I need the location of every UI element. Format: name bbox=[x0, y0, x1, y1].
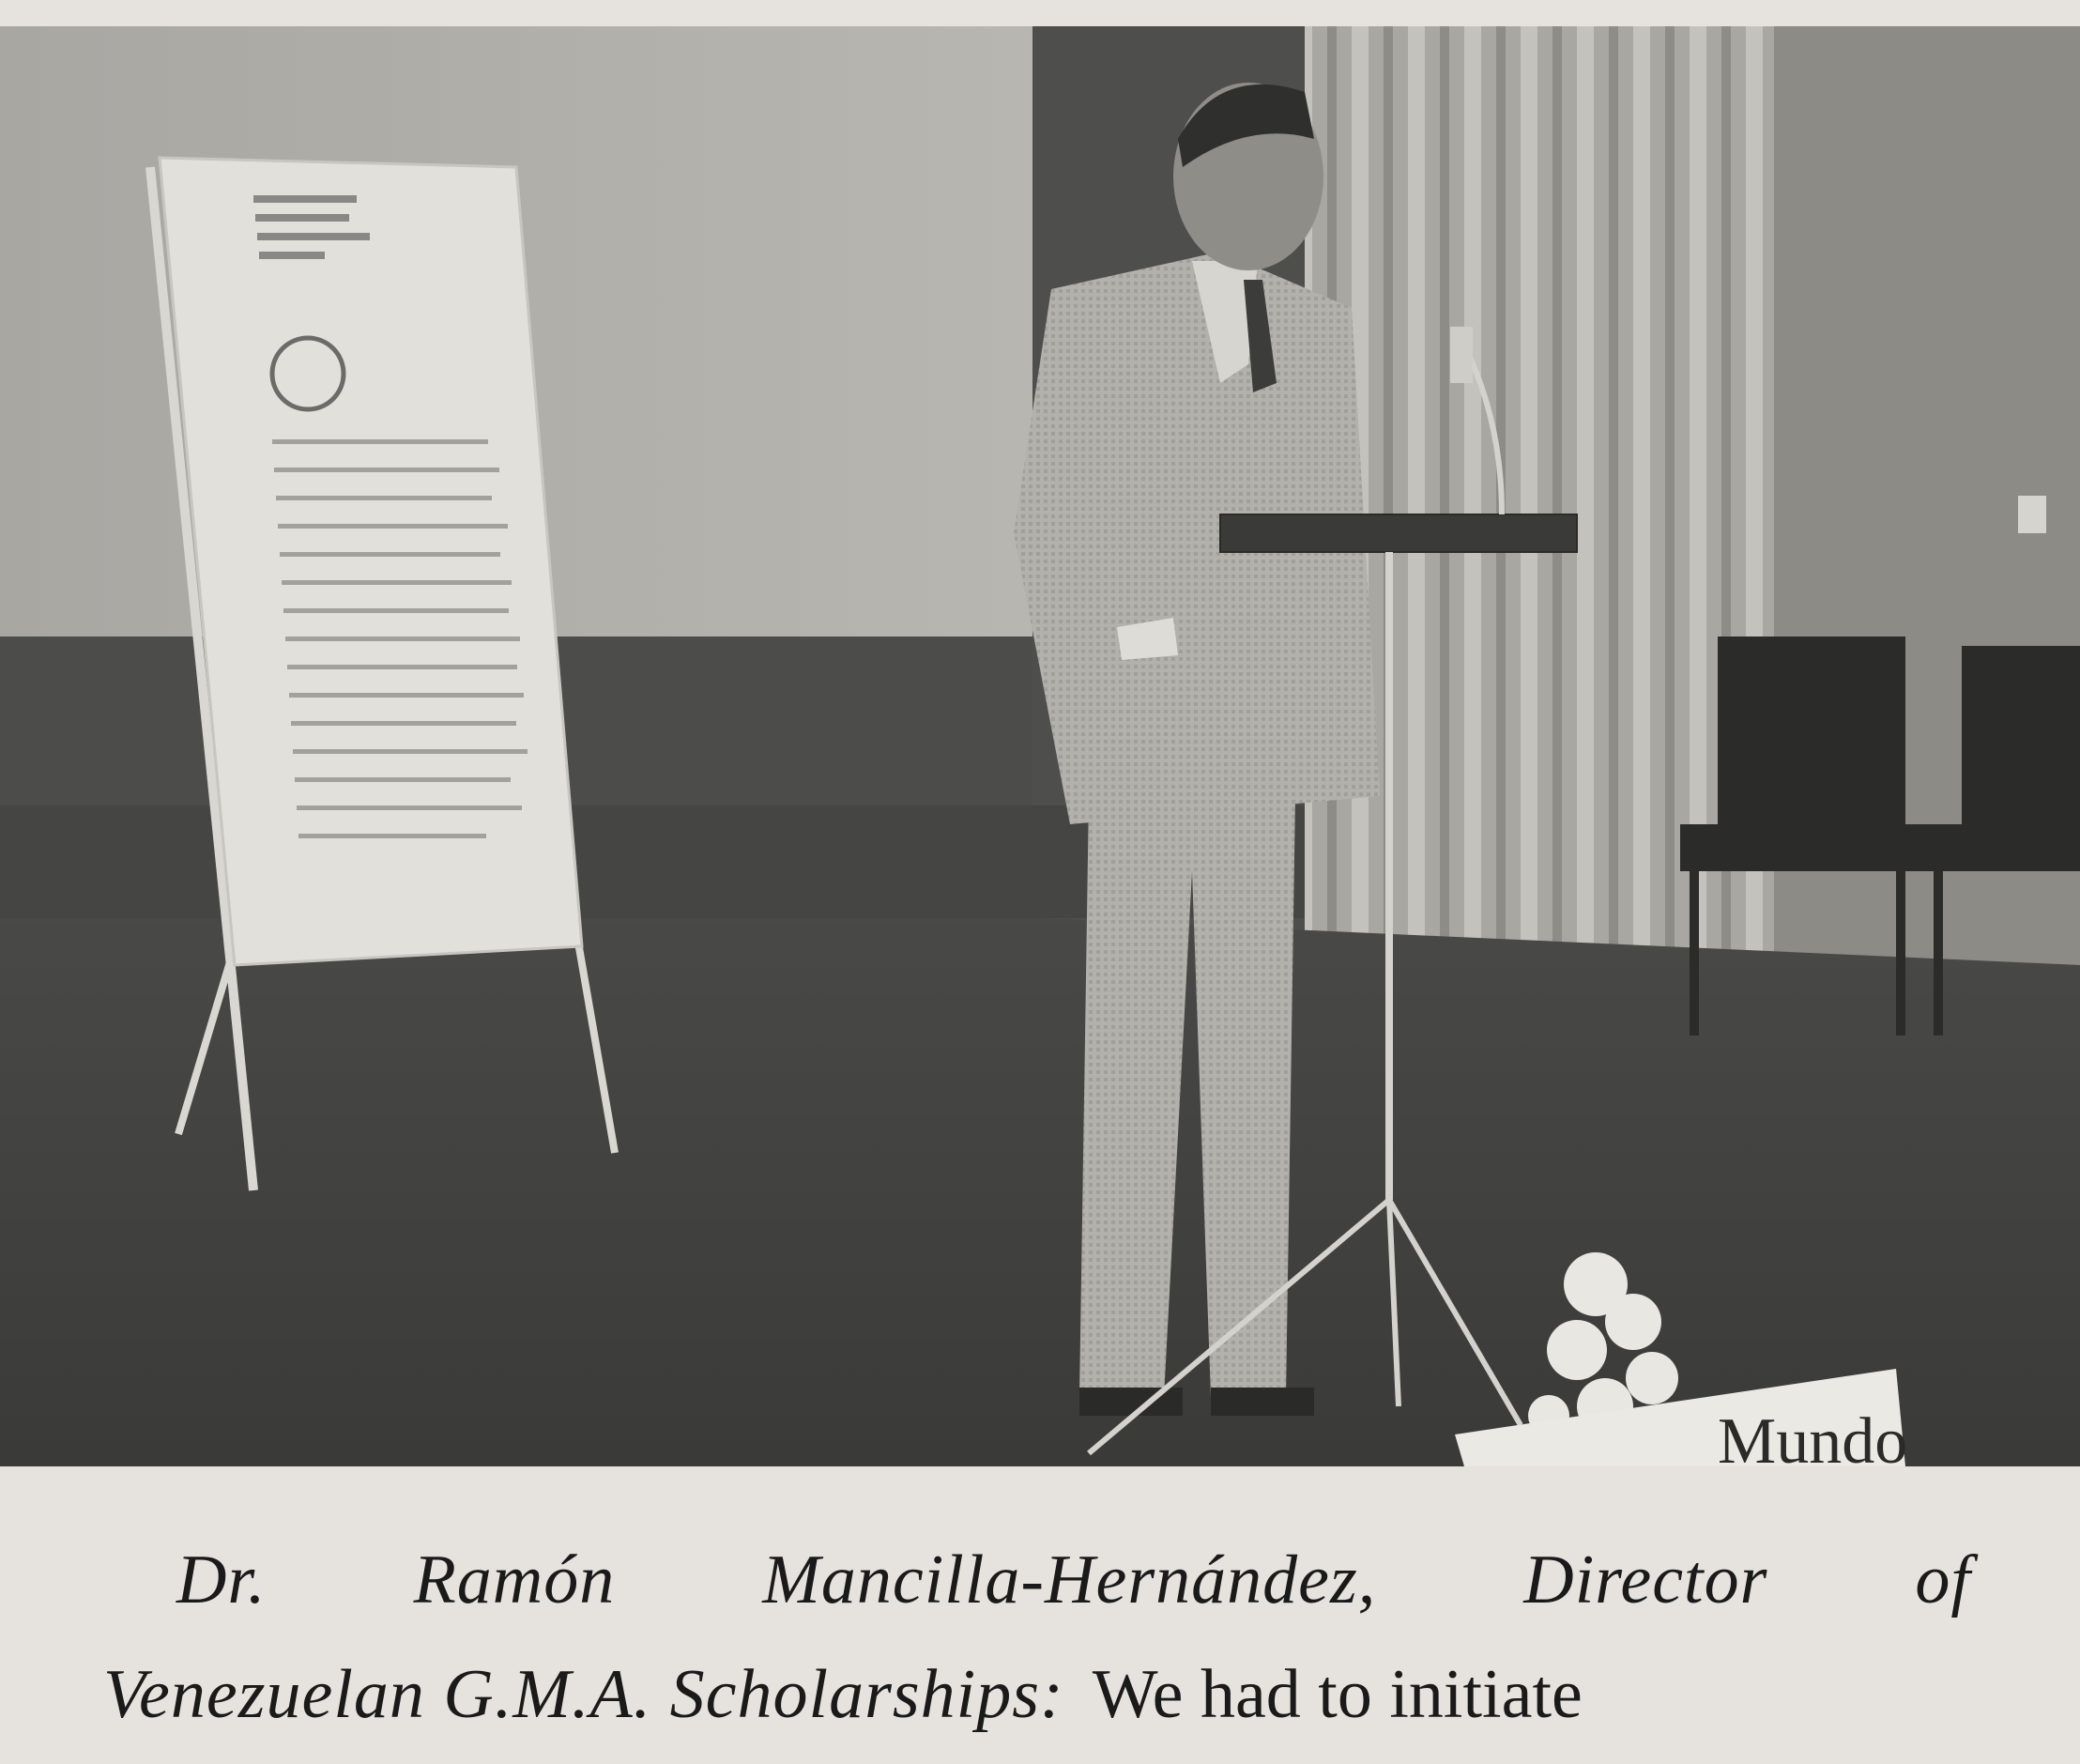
caption-word: of bbox=[1915, 1542, 1971, 1618]
event-photograph bbox=[0, 26, 2080, 1466]
caption-line-1 bbox=[103, 1523, 1971, 1637]
caption-roman-text: We had to initiate bbox=[1092, 1656, 1583, 1733]
sign-text: Mundo bbox=[1718, 1405, 1908, 1466]
caption-word: Ramón bbox=[413, 1542, 616, 1618]
caption-word: Director bbox=[1523, 1542, 1768, 1618]
wall-socket bbox=[2018, 496, 2046, 533]
photo-caption bbox=[103, 1523, 1971, 1752]
photograph-illustration bbox=[0, 26, 2080, 1466]
caption-word: Mancilla-Hernández, bbox=[762, 1542, 1377, 1618]
caption-italic-text: Venezuelan G.M.A. Scholarships: bbox=[103, 1656, 1064, 1733]
caption-line-2 bbox=[103, 1637, 1971, 1752]
caption-word: Dr. bbox=[176, 1542, 267, 1618]
